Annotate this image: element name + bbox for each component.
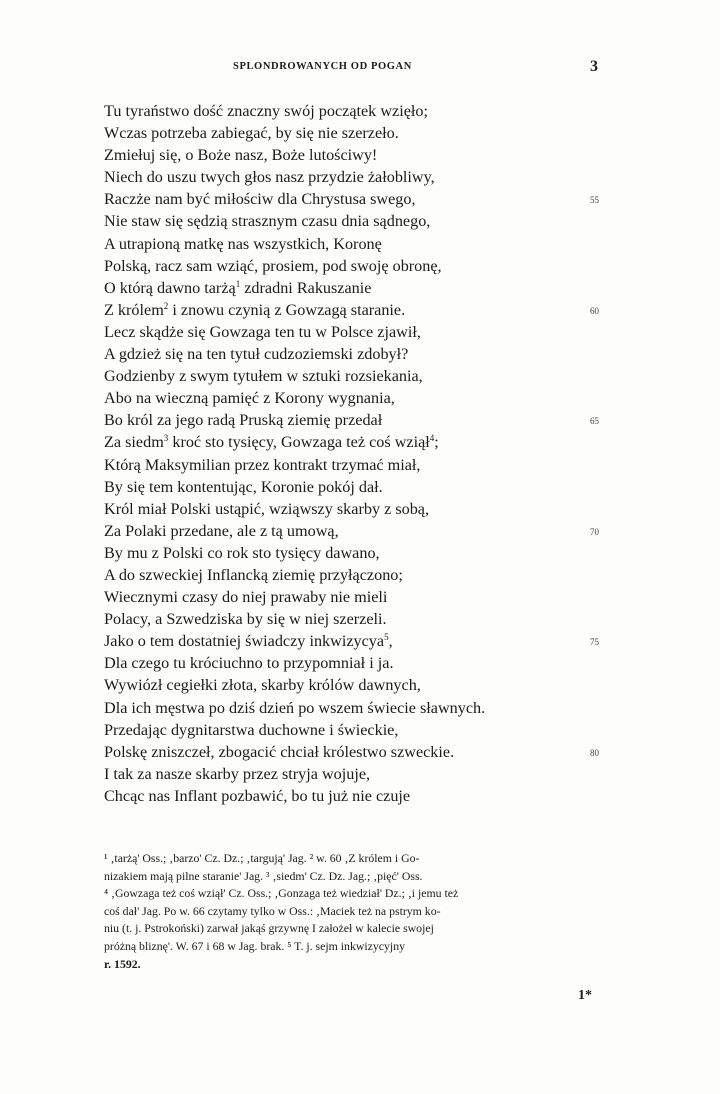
verse-segment: Bo król za jego radą Pruską ziemię przedał <box>104 411 383 430</box>
verse-segment: ; <box>434 433 439 452</box>
verse-line <box>104 763 664 785</box>
verse-segment: Abo na wieczną pamięć z Korony wygnania, <box>104 389 395 408</box>
verse-line <box>104 476 664 498</box>
verse-segment: Wiecznymi czasy do niej prawaby nie mieli <box>104 588 388 607</box>
verse-line <box>104 542 664 564</box>
verse-line <box>104 144 664 166</box>
verse-segment: Polską, racz sam wziąć, prosiem, pod swoję obronę, <box>104 256 442 275</box>
verse-segment: Niech do uszu twych głos nasz przydzie żałobliwy, <box>104 168 435 187</box>
verse-text <box>104 763 370 785</box>
verse-segment: Którą Maksymilian przez kontrakt trzymać miał, <box>104 455 421 474</box>
verse-text <box>104 454 420 476</box>
verse-text <box>104 674 421 696</box>
verse-text <box>104 498 429 520</box>
line-number: 75 <box>590 637 599 648</box>
verse-line <box>104 741 664 763</box>
verse-line <box>104 454 664 476</box>
printer-signature: 1* <box>578 988 592 1003</box>
footnote-line: ⁴ ‚Gowzaga też coś wziął' Cz. Oss.; ‚Gonzaga też wiedział' Dz.; ‚i jemu też <box>104 886 459 901</box>
verse-text <box>104 431 439 453</box>
verse-line <box>104 387 664 409</box>
verse-text <box>104 586 387 608</box>
verse-text <box>104 210 430 232</box>
verse-line <box>104 188 664 210</box>
verse-segment: Wczas potrzeba zabiegać, by się nie szerzeło. <box>104 124 399 143</box>
verse-text <box>104 343 408 365</box>
verse-line <box>104 277 664 299</box>
verse-text <box>104 100 428 122</box>
verse-line <box>104 719 664 741</box>
verse-text <box>104 299 405 321</box>
verse-line <box>104 586 664 608</box>
running-head <box>0 58 720 78</box>
verse-segment: Chcąc nas Inflant pozbawić, bo tu już nie czuje <box>104 786 411 805</box>
verse-line <box>104 365 664 387</box>
verse-segment: Tu tyraństwo dość znaczny swój początek wzięło; <box>104 102 428 120</box>
verse-line <box>104 166 664 188</box>
verse-text <box>104 608 387 630</box>
verse-text <box>104 122 399 144</box>
verse-segment: Przedając dygnitarstwa duchowne i świeckie, <box>104 720 399 739</box>
verse-line <box>104 100 664 122</box>
verse-text <box>104 255 442 277</box>
verse-segment: Z królem <box>104 300 164 319</box>
verse-text <box>104 476 383 498</box>
verse-segment: A do szweckiej Inflancką ziemię przyłączono; <box>104 565 403 584</box>
line-number: 60 <box>590 305 599 316</box>
poem-text <box>104 100 664 807</box>
verse-line <box>104 608 664 630</box>
line-number: 80 <box>590 747 599 758</box>
footnote-marker: 1 <box>235 278 241 289</box>
verse-line <box>104 233 664 255</box>
verse-line <box>104 255 664 277</box>
verse-line <box>104 520 664 542</box>
verse-line <box>104 498 664 520</box>
verse-segment: Wywiózł cegiełki złota, skarby królów dawnych, <box>104 676 421 695</box>
verse-text <box>104 387 395 409</box>
verse-line <box>104 210 664 232</box>
verse-text <box>104 277 371 299</box>
verse-segment: Godzienby z swym tytułem w sztuki rozsiekania, <box>104 367 423 386</box>
verse-line <box>104 652 664 674</box>
verse-text <box>104 785 410 807</box>
verse-line <box>104 564 664 586</box>
verse-line <box>104 630 664 652</box>
verse-text <box>104 719 398 741</box>
verse-segment: Nie staw się sędzią strasznym czasu dnia sądnego, <box>104 212 431 231</box>
verse-text <box>104 630 393 652</box>
verse-segment: Polskę zniszczeł, zbogacić chciał królestwo szweckie. <box>104 742 455 761</box>
verse-text <box>104 697 485 719</box>
verse-line <box>104 674 664 696</box>
verse-segment: By mu z Polski co rok sto tysięcy dawano, <box>104 543 380 562</box>
verse-segment: Za Polaki przedane, ale z tą umową, <box>104 521 339 540</box>
verse-text <box>104 409 382 431</box>
verse-segment: Polacy, a Szwedziska by się w niej szerzeli. <box>104 610 387 629</box>
verse-segment: Jako o tem dostatniej świadczy inkwizycya <box>104 632 385 651</box>
verse-segment: By się tem kontentując, Koronie pokój dał. <box>104 477 383 496</box>
verse-segment: Za siedm <box>104 433 164 452</box>
verse-segment: i znowu czynią z Gowzagą staranie. <box>168 300 406 319</box>
line-number: 70 <box>590 526 599 537</box>
footnote-line: niu (t. j. Pstrokoński) zarwał jakąś grzywnę I założeł w kalecie swojej <box>104 921 434 936</box>
verse-text <box>104 365 423 387</box>
verse-segment: zdradni Rakuszanie <box>240 278 372 297</box>
verse-segment: Zmiełuj się, o Boże nasz, Boże lutościwy! <box>104 146 378 165</box>
verse-text <box>104 144 377 166</box>
line-number: 55 <box>590 195 599 206</box>
running-title: SPLONDROWANYCH OD POGAN <box>233 61 412 72</box>
verse-text <box>104 321 421 343</box>
footnote-marker: 4 <box>429 433 435 444</box>
footnote-marker: 3 <box>163 433 169 444</box>
verse-segment: Król miał Polski ustąpić, wziąwszy skarby z sobą, <box>104 499 430 518</box>
footnote-line: próżną bliznę'. W. 67 i 68 w Jag. brak. ⁵ T. j. sejm inkwizycyjny <box>104 938 405 953</box>
verse-line <box>104 409 664 431</box>
verse-text <box>104 188 416 210</box>
verse-segment: Lecz skądże się Gowzaga ten tu w Polsce zjawił, <box>104 322 421 341</box>
verse-segment: , <box>388 632 393 651</box>
footnote-line: ¹ ‚tarżą' Oss.; ‚barzo' Cz. Dz.; ‚targują' Jag. ² w. 60 ‚Z królem i Go- <box>104 851 420 865</box>
verse-text <box>104 652 394 674</box>
verse-text <box>104 741 454 763</box>
verse-line <box>104 431 664 453</box>
verse-segment: A gdzież się na ten tytuł cudzoziemski zdobył? <box>104 345 409 364</box>
verse-text <box>104 233 382 255</box>
footnote-line: r. 1592. <box>104 956 141 971</box>
footnote-marker: 2 <box>163 300 169 311</box>
verse-text <box>104 542 380 564</box>
footnote-line: coś dał' Jag. Po w. 66 czytamy tylko w Oss.: ‚Maciek też na pstrym ko- <box>104 903 441 918</box>
verse-line <box>104 343 664 365</box>
verse-segment: A utrapioną matkę nas wszystkich, Koronę <box>104 234 382 253</box>
verse-segment: kroć sto tysięcy, Gowzaga też coś wziął <box>168 433 430 452</box>
verse-text <box>104 564 403 586</box>
verse-segment: Raczże nam być miłościw dla Chrystusa swego, <box>104 190 416 209</box>
line-number: 65 <box>590 416 599 427</box>
verse-segment: I tak za nasze skarby przez stryja wojuje, <box>104 764 371 783</box>
page-number: 3 <box>590 58 598 75</box>
verse-line <box>104 697 664 719</box>
verse-segment: Dla ich męstwa po dziś dzień po wszem świecie sławnych. <box>104 698 486 717</box>
verse-segment: Dla czego tu króciuchno to przypomniał i ja. <box>104 654 394 673</box>
verse-text <box>104 166 435 188</box>
verse-line <box>104 299 664 321</box>
verse-segment: O którą dawno tarżą <box>104 278 236 297</box>
verse-line <box>104 122 664 144</box>
verse-line <box>104 321 664 343</box>
verse-line <box>104 785 664 807</box>
footnote-line: nizakiem mają pilne staranie' Jag. ³ ‚siedm' Cz. Dz. Jag.; ‚pięć' Oss. <box>104 868 423 883</box>
footnote-marker: 5 <box>384 632 389 643</box>
verse-text <box>104 520 339 542</box>
footnotes <box>104 850 596 973</box>
